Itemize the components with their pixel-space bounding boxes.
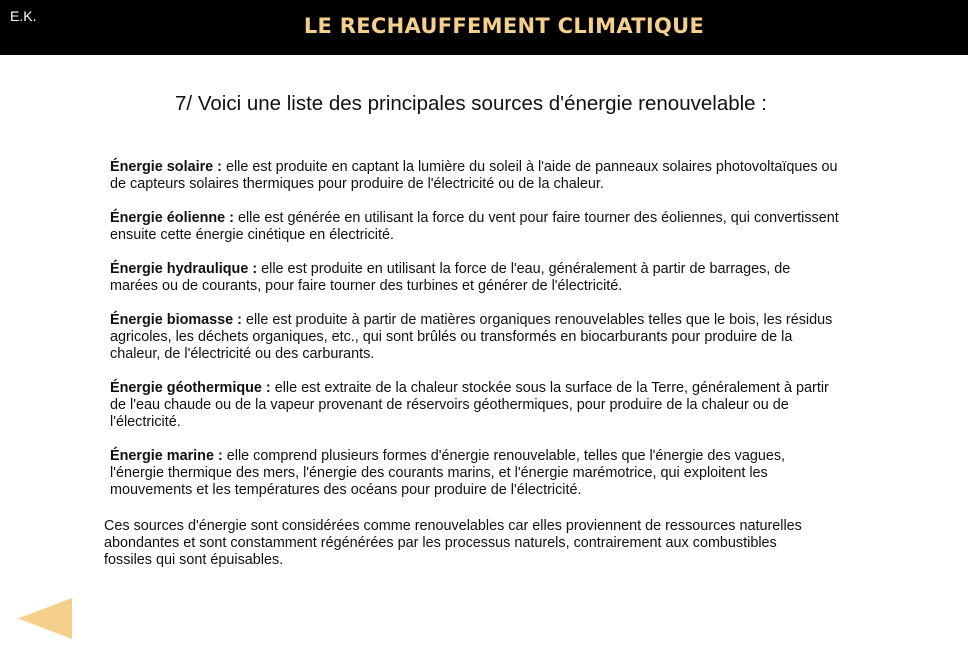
- question-heading: 7/ Voici une liste des principales sources d'énergie renouvelable :: [175, 92, 767, 115]
- source-biomass: [110, 312, 840, 363]
- energy-sources-list: [110, 159, 840, 516]
- source-name: Énergie marine :: [110, 448, 223, 464]
- source-description: elle est produite en utilisant la force de l'eau, généralement à partir de barrages, de marées ou de courants, pour faire tourner des turbines et générer de l'électricité.: [110, 261, 791, 294]
- source-name: Énergie éolienne :: [110, 210, 234, 226]
- back-button[interactable]: [18, 598, 72, 639]
- source-solar: [110, 159, 840, 193]
- source-name: Énergie géothermique :: [110, 380, 271, 396]
- header-bar: [0, 0, 968, 55]
- source-name: Énergie biomasse :: [110, 312, 242, 328]
- source-description: elle est extraite de la chaleur stockée sous la surface de la Terre, généralement à partir de l'eau chaude ou de la vapeur provenant de réservoirs géothermiques, pour produire de la chaleur ou de l'électricité.: [110, 380, 829, 430]
- conclusion-text: Ces sources d'énergie sont considérées comme renouvelables car elles proviennent de ressources naturelles abondantes et sont constamment régénérées par les processus naturels, contrairement aux combustibles fossiles qui sont épuisables.: [104, 518, 802, 568]
- source-hydraulic: [110, 261, 840, 295]
- triangle-left-icon: [18, 598, 72, 639]
- source-description: elle comprend plusieurs formes d'énergie renouvelable, telles que l'énergie des vagues, l'énergie thermique des mers, l'énergie des courants marins, et l'énergie marémotrice, qui exploitent les mouvements et les températures des océans pour produire de l'électricité.: [110, 448, 786, 498]
- source-name: Énergie solaire :: [110, 159, 222, 175]
- source-description: elle est générée en utilisant la force du vent pour faire tourner des éoliennes, qui convertissent ensuite cette énergie cinétique en électricité.: [110, 210, 839, 243]
- source-wind: [110, 210, 840, 244]
- source-marine: [110, 448, 840, 499]
- source-geothermal: [110, 380, 840, 431]
- source-description: elle est produite en captant la lumière du soleil à l'aide de panneaux solaires photovoltaïques ou de capteurs solaires thermiques pour produire de l'électricité ou de la chaleur.: [110, 159, 838, 192]
- page-title: LE RECHAUFFEMENT CLIMATIQUE: [303, 14, 705, 38]
- author-initials: E.K.: [10, 8, 37, 24]
- source-name: Énergie hydraulique :: [110, 261, 258, 277]
- source-description: elle est produite à partir de matières organiques renouvelables telles que le bois, les résidus agricoles, les déchets organiques, etc., qui sont brûlés ou transformés en biocarburants pour produire de la chaleur, de l'électricité ou des carburants.: [110, 312, 833, 362]
